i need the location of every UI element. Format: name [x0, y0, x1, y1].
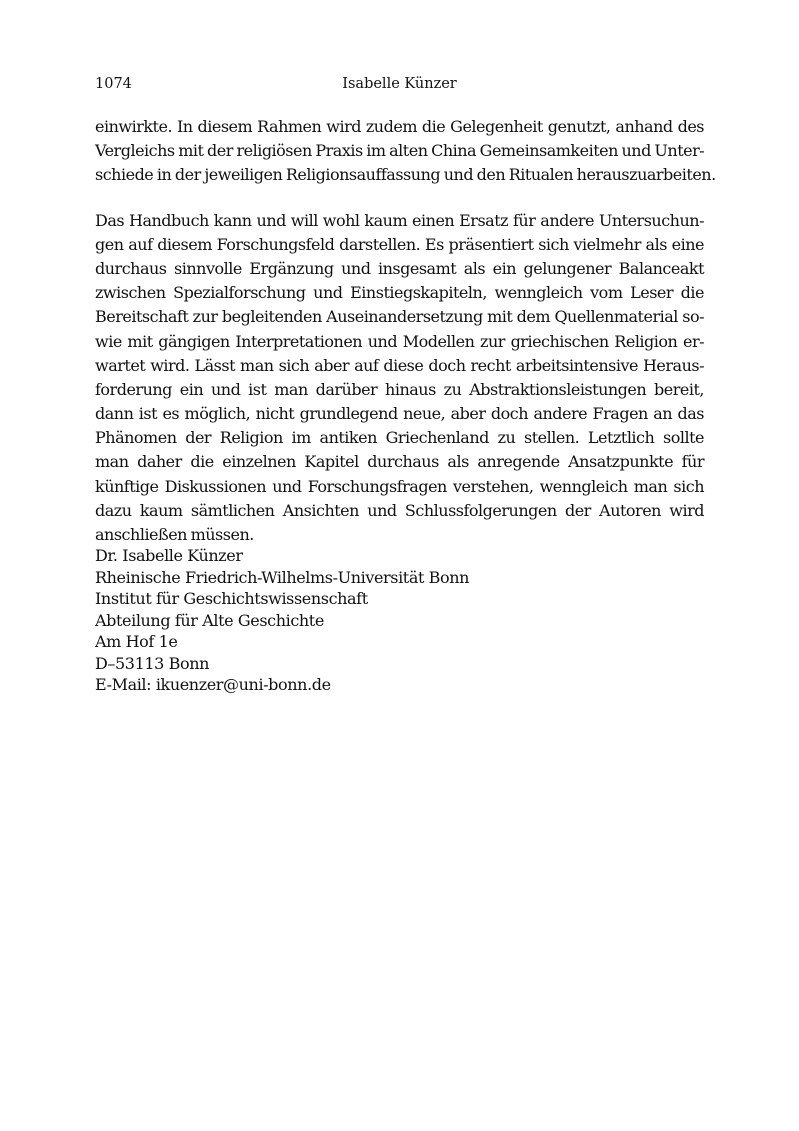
- running-head: [95, 74, 704, 94]
- text-line: wie mit gängigen Interpretationen und Modellen zur griechischen Religion er-: [95, 331, 704, 351]
- university: Rheinische Friedrich-Wilhelms-Universität Bonn: [95, 567, 470, 587]
- text-line: anschließen müssen.: [95, 525, 254, 544]
- text-line: Das Handbuch kann und will wohl kaum einen Ersatz für andere Untersuchun-: [95, 210, 704, 230]
- running-head-author: Isabelle Künzer: [342, 76, 457, 92]
- text-line: dann ist es möglich, nicht grundlegend neue, aber doch andere Fragen an das: [95, 404, 704, 424]
- text-line: Vergleichs mit der religiösen Praxis im alten China Gemeinsamkeiten und Unter-: [95, 141, 705, 161]
- text-line: zwischen Spezialforschung und Einstiegskapiteln, wenngleich vom Leser die: [95, 283, 704, 303]
- street: Am Hof 1e: [95, 632, 178, 651]
- text-line: dazu kaum sämtlichen Ansichten und Schlussfolgerungen der Autoren wird: [95, 500, 704, 520]
- text-line: künftige Diskussionen und Forschungsfragen verstehen, wenngleich man sich: [95, 476, 704, 496]
- paragraph-gap: [95, 188, 704, 209]
- text-line: Phänomen der Religion im antiken Griechenland zu stellen. Letztlich sollte: [95, 428, 704, 448]
- page-number: 1074: [95, 76, 132, 92]
- institute: Institut für Geschichtswissenschaft: [95, 589, 368, 608]
- email: E-Mail: ikuenzer@uni-bonn.de: [95, 675, 331, 694]
- text-line: wartet wird. Lässt man sich aber auf diese doch recht arbeitsintensive Heraus-: [95, 355, 704, 375]
- text-line: gen auf diesem Forschungsfeld darstellen. Es präsentiert sich vielmehr als eine: [95, 234, 704, 254]
- text-line: man daher die einzelnen Kapitel durchaus als anregende Ansatzpunkte für: [95, 452, 704, 472]
- paragraph: [95, 115, 716, 188]
- text-line: forderung ein und ist man darüber hinaus zu Abstraktionsleistungen bereit,: [95, 379, 704, 399]
- paragraph: [95, 209, 704, 548]
- review-body: [95, 115, 716, 547]
- text-line: einwirkte. In diesem Rahmen wird zudem die Gelegenheit genutzt, anhand des: [95, 117, 704, 136]
- author-name: Dr. Isabelle Künzer: [95, 546, 243, 565]
- text-line: schiede in der jeweiligen Religionsauffassung und den Ritualen herauszuarbeiten.: [95, 165, 716, 185]
- author-address: [95, 545, 704, 696]
- text-line: durchaus sinnvolle Ergänzung und insgesamt als ein gelungener Balanceakt: [95, 258, 704, 278]
- postal-city: D–53113 Bonn: [95, 653, 210, 673]
- department: Abteilung für Alte Geschichte: [95, 610, 324, 630]
- text-line: Bereitschaft zur begleitenden Auseinandersetzung mit dem Quellenmaterial so-: [95, 307, 704, 327]
